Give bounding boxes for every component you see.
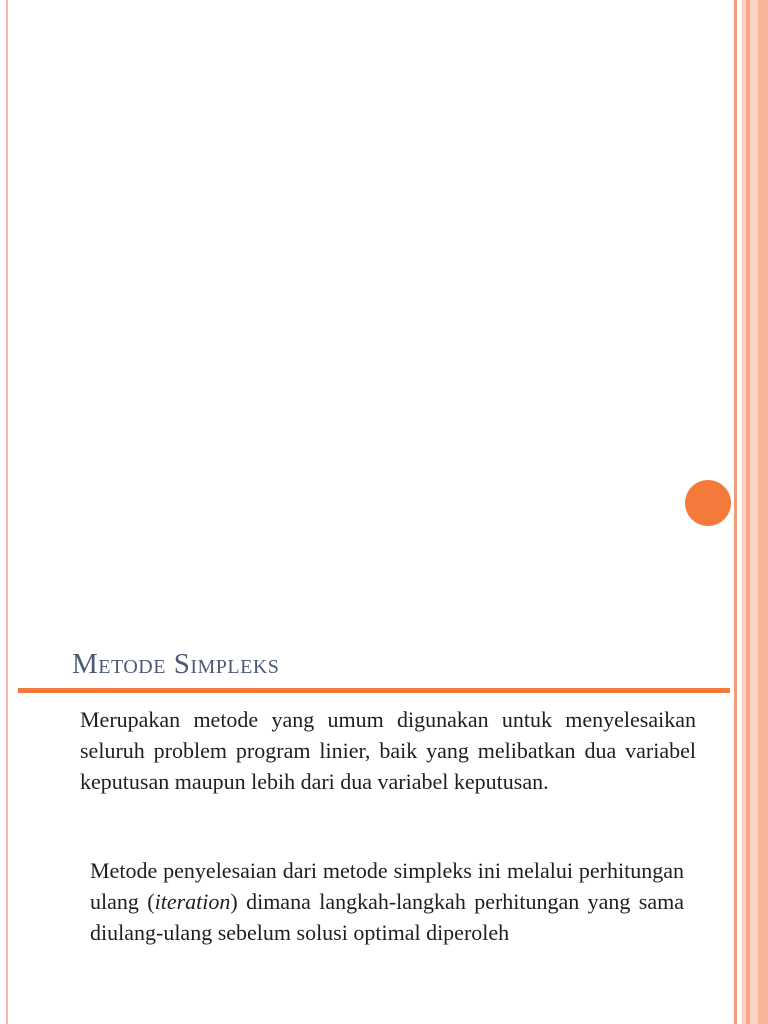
left-border-line bbox=[6, 0, 8, 1024]
paragraph-iteration bbox=[90, 855, 684, 948]
paragraph-iteration-text-after: ) dimana langkah-langkah perhitungan yang sama diulang-ulang sebelum solusi optimal diperoleh bbox=[90, 889, 685, 945]
title-underline bbox=[18, 688, 730, 693]
decorative-orange-circle bbox=[685, 480, 731, 526]
slide-title: Metode Simpleks bbox=[72, 648, 280, 680]
paragraph-iteration-text-before: Metode penyelesaian dari metode simpleks ini melalui perhitungan ulang ( bbox=[90, 858, 684, 914]
iteration-term: iteration bbox=[154, 889, 231, 914]
paragraph-definition: Merupakan metode yang umum digunakan untuk menyelesaikan seluruh problem program linier, baik yang melibatkan dua variabel keputusan maupun lebih dari dua variabel keputusan. bbox=[80, 707, 696, 794]
right-border-stripes bbox=[734, 0, 768, 1024]
